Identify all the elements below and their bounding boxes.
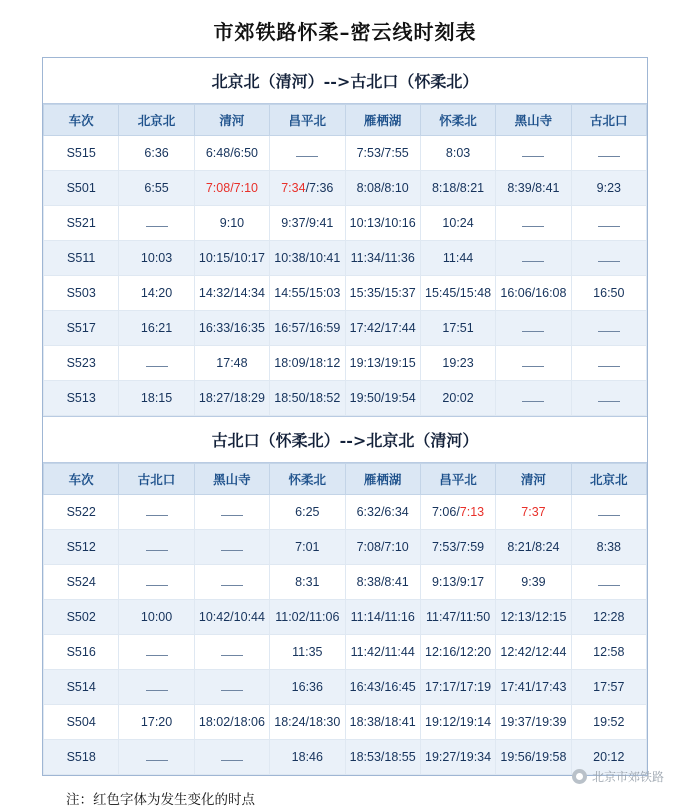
cell-time — [194, 740, 269, 775]
cell-time: 17:57 — [571, 670, 646, 705]
cell-time: 17:41/17:43 — [496, 670, 571, 705]
cell-time — [194, 171, 269, 206]
cell-time — [571, 565, 646, 600]
cell-train-no: S518 — [44, 740, 119, 775]
no-service-dash — [221, 578, 243, 586]
column-header-station-5: 怀柔北 — [420, 105, 495, 136]
no-service-dash — [221, 753, 243, 761]
cell-time: 7:53/7:55 — [345, 136, 420, 171]
table-row — [44, 241, 647, 276]
weibo-icon — [572, 769, 587, 784]
cell-time — [571, 495, 646, 530]
column-header-station-2: 清河 — [194, 105, 269, 136]
no-service-dash — [146, 543, 168, 551]
cell-time: 18:27/18:29 — [194, 381, 269, 416]
cell-time — [119, 206, 194, 241]
cell-time: 18:24/18:30 — [270, 705, 345, 740]
cell-time — [270, 136, 345, 171]
cell-time: 18:53/18:55 — [345, 740, 420, 775]
table-body-southbound — [44, 495, 647, 775]
cell-time: 8:08/8:10 — [345, 171, 420, 206]
cell-time: 20:02 — [420, 381, 495, 416]
cell-train-no: S511 — [44, 241, 119, 276]
cell-time — [119, 346, 194, 381]
cell-time: 6:55 — [119, 171, 194, 206]
no-service-dash — [522, 394, 544, 402]
table-row — [44, 740, 647, 775]
cell-time: 14:20 — [119, 276, 194, 311]
cell-time — [119, 635, 194, 670]
no-service-dash — [296, 149, 318, 157]
no-service-dash — [598, 324, 620, 332]
no-service-dash — [598, 508, 620, 516]
page-title: 市郊铁路怀柔–密云线时刻表 — [213, 20, 477, 44]
cell-time — [496, 495, 571, 530]
cell-train-no: S523 — [44, 346, 119, 381]
no-service-dash — [146, 508, 168, 516]
cell-time: 6:36 — [119, 136, 194, 171]
cell-time: 7:01 — [270, 530, 345, 565]
no-service-dash — [522, 149, 544, 157]
cell-time — [496, 381, 571, 416]
watermark — [572, 768, 664, 785]
cell-time: 10:24 — [420, 206, 495, 241]
cell-train-no: S524 — [44, 565, 119, 600]
no-service-dash — [598, 149, 620, 157]
cell-time: 19:37/19:39 — [496, 705, 571, 740]
column-header-station-7: 古北口 — [571, 105, 646, 136]
time-text: /7:36 — [305, 181, 334, 195]
no-service-dash — [221, 543, 243, 551]
no-service-dash — [146, 219, 168, 227]
cell-time — [571, 311, 646, 346]
table-row — [44, 565, 647, 600]
column-header-station-5: 昌平北 — [420, 464, 495, 495]
cell-time: 6:48/6:50 — [194, 136, 269, 171]
column-header-station-1: 北京北 — [119, 105, 194, 136]
no-service-dash — [146, 683, 168, 691]
table-body-northbound — [44, 136, 647, 416]
cell-time — [119, 670, 194, 705]
cell-train-no: S513 — [44, 381, 119, 416]
cell-train-no: S522 — [44, 495, 119, 530]
cell-time: 10:13/10:16 — [345, 206, 420, 241]
cell-time: 7:08/7:10 — [345, 530, 420, 565]
cell-time: 18:02/18:06 — [194, 705, 269, 740]
changed-time: 7:37 — [521, 505, 546, 519]
cell-time: 11:42/11:44 — [345, 635, 420, 670]
cell-train-no: S521 — [44, 206, 119, 241]
table-row — [44, 381, 647, 416]
no-service-dash — [221, 648, 243, 656]
table-row — [44, 495, 647, 530]
changed-time: 7:08/7:10 — [205, 181, 258, 195]
cell-time: 8:03 — [420, 136, 495, 171]
cell-time: 12:58 — [571, 635, 646, 670]
table-row — [44, 635, 647, 670]
cell-time — [496, 136, 571, 171]
table-row — [44, 530, 647, 565]
cell-time: 19:50/19:54 — [345, 381, 420, 416]
column-header-station-3: 昌平北 — [270, 105, 345, 136]
time-text: 7:06/ — [431, 505, 460, 519]
no-service-dash — [146, 359, 168, 367]
column-header-station-7: 北京北 — [571, 464, 646, 495]
table-header-row — [44, 464, 647, 495]
timetable-panel — [42, 57, 648, 776]
cell-time: 17:20 — [119, 705, 194, 740]
cell-time: 8:38/8:41 — [345, 565, 420, 600]
cell-time: 10:00 — [119, 600, 194, 635]
cell-time: 12:42/12:44 — [496, 635, 571, 670]
table-row — [44, 705, 647, 740]
timetable-southbound — [43, 463, 647, 775]
cell-train-no: S515 — [44, 136, 119, 171]
cell-time: 18:38/18:41 — [345, 705, 420, 740]
column-header-station-2: 黑山寺 — [194, 464, 269, 495]
cell-time: 15:45/15:48 — [420, 276, 495, 311]
no-service-dash — [221, 683, 243, 691]
cell-time: 11:02/11:06 — [270, 600, 345, 635]
table-header-row — [44, 105, 647, 136]
cell-time: 8:21/8:24 — [496, 530, 571, 565]
cell-time: 19:52 — [571, 705, 646, 740]
cell-train-no: S516 — [44, 635, 119, 670]
cell-train-no: S501 — [44, 171, 119, 206]
column-header-station-4: 雁栖湖 — [345, 105, 420, 136]
footnote: 注：红色字体为发生变化的时点 — [66, 792, 255, 808]
watermark-label: 北京市郊铁路 — [591, 770, 664, 784]
cell-time: 16:33/16:35 — [194, 311, 269, 346]
cell-time: 16:50 — [571, 276, 646, 311]
cell-time: 18:50/18:52 — [270, 381, 345, 416]
cell-train-no: S517 — [44, 311, 119, 346]
cell-time: 18:09/18:12 — [270, 346, 345, 381]
timetable-northbound — [43, 104, 647, 416]
cell-time — [496, 311, 571, 346]
cell-time: 8:18/8:21 — [420, 171, 495, 206]
changed-time: 7:34 — [281, 181, 306, 195]
table-row — [44, 136, 647, 171]
table-row — [44, 600, 647, 635]
no-service-dash — [598, 394, 620, 402]
cell-time — [194, 565, 269, 600]
no-service-dash — [522, 324, 544, 332]
column-header-train-no: 车次 — [44, 464, 119, 495]
cell-time: 10:03 — [119, 241, 194, 276]
cell-time — [496, 241, 571, 276]
cell-time: 16:57/16:59 — [270, 311, 345, 346]
cell-time: 14:55/15:03 — [270, 276, 345, 311]
column-header-station-3: 怀柔北 — [270, 464, 345, 495]
cell-time: 11:35 — [270, 635, 345, 670]
cell-time: 6:25 — [270, 495, 345, 530]
cell-time — [496, 206, 571, 241]
cell-time: 19:12/19:14 — [420, 705, 495, 740]
cell-time: 11:14/11:16 — [345, 600, 420, 635]
cell-time: 12:28 — [571, 600, 646, 635]
cell-train-no: S514 — [44, 670, 119, 705]
cell-time: 17:51 — [420, 311, 495, 346]
cell-time — [571, 206, 646, 241]
cell-time: 18:15 — [119, 381, 194, 416]
cell-train-no: S503 — [44, 276, 119, 311]
no-service-dash — [146, 753, 168, 761]
cell-time — [571, 241, 646, 276]
cell-time: 9:10 — [194, 206, 269, 241]
cell-time: 19:56/19:58 — [496, 740, 571, 775]
column-header-station-6: 清河 — [496, 464, 571, 495]
cell-time: 11:34/11:36 — [345, 241, 420, 276]
section-heading-southbound: 古北口（怀柔北）-->北京北（清河） — [43, 417, 647, 463]
cell-time: 9:39 — [496, 565, 571, 600]
cell-time: 8:38 — [571, 530, 646, 565]
cell-time: 19:23 — [420, 346, 495, 381]
cell-time — [420, 495, 495, 530]
cell-time — [119, 740, 194, 775]
cell-time: 16:36 — [270, 670, 345, 705]
no-service-dash — [598, 219, 620, 227]
no-service-dash — [598, 359, 620, 367]
cell-time: 11:47/11:50 — [420, 600, 495, 635]
cell-train-no: S512 — [44, 530, 119, 565]
no-service-dash — [598, 578, 620, 586]
cell-time: 6:32/6:34 — [345, 495, 420, 530]
cell-time: 17:17/17:19 — [420, 670, 495, 705]
no-service-dash — [522, 359, 544, 367]
cell-time — [194, 530, 269, 565]
cell-time: 10:42/10:44 — [194, 600, 269, 635]
cell-time: 16:21 — [119, 311, 194, 346]
cell-train-no: S504 — [44, 705, 119, 740]
cell-time — [194, 635, 269, 670]
cell-time: 10:38/10:41 — [270, 241, 345, 276]
table-row — [44, 171, 647, 206]
cell-time — [194, 670, 269, 705]
changed-time: 7:13 — [459, 505, 485, 519]
cell-time: 9:23 — [571, 171, 646, 206]
cell-time — [270, 171, 345, 206]
cell-time — [571, 136, 646, 171]
column-header-station-6: 黑山寺 — [496, 105, 571, 136]
table-row — [44, 206, 647, 241]
cell-time — [119, 565, 194, 600]
cell-time: 19:27/19:34 — [420, 740, 495, 775]
cell-time: 12:16/12:20 — [420, 635, 495, 670]
cell-time: 15:35/15:37 — [345, 276, 420, 311]
cell-time: 19:13/19:15 — [345, 346, 420, 381]
cell-time: 20:12 — [571, 740, 646, 775]
cell-time: 10:15/10:17 — [194, 241, 269, 276]
cell-time — [119, 495, 194, 530]
table-row — [44, 346, 647, 381]
cell-time: 8:31 — [270, 565, 345, 600]
cell-time: 12:13/12:15 — [496, 600, 571, 635]
no-service-dash — [146, 578, 168, 586]
cell-time: 17:48 — [194, 346, 269, 381]
column-header-station-4: 雁栖湖 — [345, 464, 420, 495]
column-header-station-1: 古北口 — [119, 464, 194, 495]
cell-time — [571, 346, 646, 381]
cell-time: 7:53/7:59 — [420, 530, 495, 565]
cell-time: 9:13/9:17 — [420, 565, 495, 600]
section-heading-northbound: 北京北（清河）-->古北口（怀柔北） — [43, 58, 647, 104]
cell-time: 9:37/9:41 — [270, 206, 345, 241]
cell-time: 11:44 — [420, 241, 495, 276]
cell-time: 8:39/8:41 — [496, 171, 571, 206]
no-service-dash — [598, 254, 620, 262]
table-row — [44, 311, 647, 346]
cell-time — [496, 346, 571, 381]
cell-time — [194, 495, 269, 530]
cell-time: 14:32/14:34 — [194, 276, 269, 311]
no-service-dash — [146, 648, 168, 656]
no-service-dash — [522, 219, 544, 227]
cell-time: 18:46 — [270, 740, 345, 775]
no-service-dash — [522, 254, 544, 262]
cell-time: 17:42/17:44 — [345, 311, 420, 346]
cell-time: 16:43/16:45 — [345, 670, 420, 705]
cell-time: 16:06/16:08 — [496, 276, 571, 311]
cell-time — [571, 381, 646, 416]
cell-time — [119, 530, 194, 565]
no-service-dash — [221, 508, 243, 516]
table-row — [44, 276, 647, 311]
cell-train-no: S502 — [44, 600, 119, 635]
column-header-train-no: 车次 — [44, 105, 119, 136]
table-row — [44, 670, 647, 705]
